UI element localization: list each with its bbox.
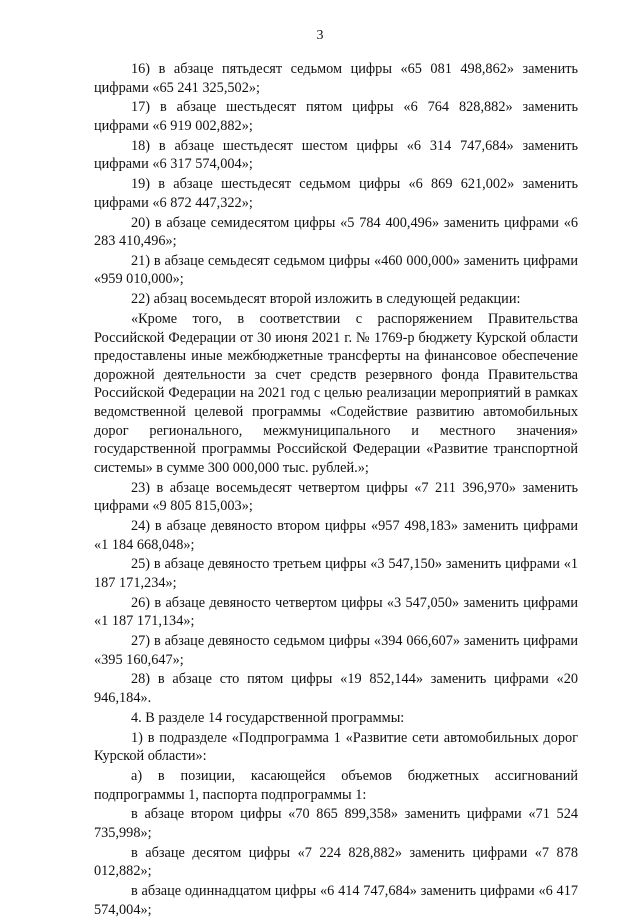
paragraph-item-18: 18) в абзаце шестьдесят шестом цифры «6 314 747,684» заменить цифрами «6 317 574,004»;	[94, 137, 578, 173]
paragraph-item-27: 27) в абзаце девяносто седьмом цифры «394 066,607» заменить цифрами «395 160,647»;	[94, 633, 578, 668]
paragraph-item-24: 24) в абзаце девяносто втором цифры «957 498,183» заменить цифрами «1 184 668,048»;	[94, 517, 578, 553]
subsection-item-a: а) в позиции, касающейся объемов бюджетных ассигнований подпрограммы 1, паспорта подпрограммы 1:	[94, 767, 578, 803]
paragraph-item-17: 17) в абзаце шестьдесят пятом цифры «6 764 828,882» заменить цифрами «6 919 002,882»;	[94, 99, 578, 134]
amendment-paragraph-2: в абзаце втором цифры «70 865 899,358» заменить цифрами «71 524 735,998»;	[94, 806, 578, 841]
amendment-paragraph-10: в абзаце десятом цифры «7 224 828,882» заменить цифрами «7 878 012,882»;	[94, 844, 578, 880]
quoted-new-text: «Кроме того, в соответствии с распоряжением Правительства Российской Федерации от 30 июня 2021 г. № 1769-р бюджету Курской области предоставлены иные межбюджетные трансферты на финансовое обеспечение дорожной деятельности за счет средств резервного фонда Правительства Российской Федерации на 2021 год с целью реализации мероприятий в рамках ведомственной целевой программы «Содействие развитию автомобильных дорог регионального, межмуниципального и местного значения» государственной программы Российской Федерации «Развитие транспортной системы» в сумме 300 000,000 тыс. рублей.»;	[94, 311, 578, 476]
paragraph-item-28: 28) в абзаце сто пятом цифры «19 852,144» заменить цифрами «20 946,184».	[94, 671, 578, 707]
paragraph-item-22: 22) абзац восемьдесят второй изложить в следующей редакции:	[131, 291, 521, 308]
paragraph-item-16: 16) в абзаце пятьдесят седьмом цифры «65 081 498,862» заменить цифрами «65 241 325,502»;	[94, 61, 578, 96]
paragraph-item-21: 21) в абзаце семьдесят седьмом цифры «460 000,000» заменить цифрами «959 010,000»;	[94, 252, 578, 288]
paragraph-item-19: 19) в абзаце шестьдесят седьмом цифры «6 869 621,002» заменить цифрами «6 872 447,322»;	[94, 176, 578, 211]
paragraph-item-20: 20) в абзаце семидесятом цифры «5 784 400,496» заменить цифрами «6 283 410,496»;	[94, 214, 578, 250]
page-number: 3	[316, 28, 324, 43]
paragraph-item-26: 26) в абзаце девяносто четвертом цифры «3 547,050» заменить цифрами «1 187 171,134»;	[94, 594, 578, 630]
section-heading: 4. В разделе 14 государственной программы:	[131, 709, 405, 726]
subsection-item-1: 1) в подразделе «Подпрограмма 1 «Развитие сети автомобильных дорог Курской области»:	[94, 729, 578, 765]
document-body	[94, 60, 578, 920]
paragraph-item-23: 23) в абзаце восемьдесят четвертом цифры «7 211 396,970» заменить цифрами «9 805 815,003»;	[94, 479, 578, 515]
paragraph-item-25: 25) в абзаце девяносто третьем цифры «3 547,150» заменить цифрами «1 187 171,234»;	[94, 556, 578, 591]
amendment-paragraph-11: в абзаце одиннадцатом цифры «6 414 747,684» заменить цифрами «6 417 574,004»;	[94, 883, 578, 918]
